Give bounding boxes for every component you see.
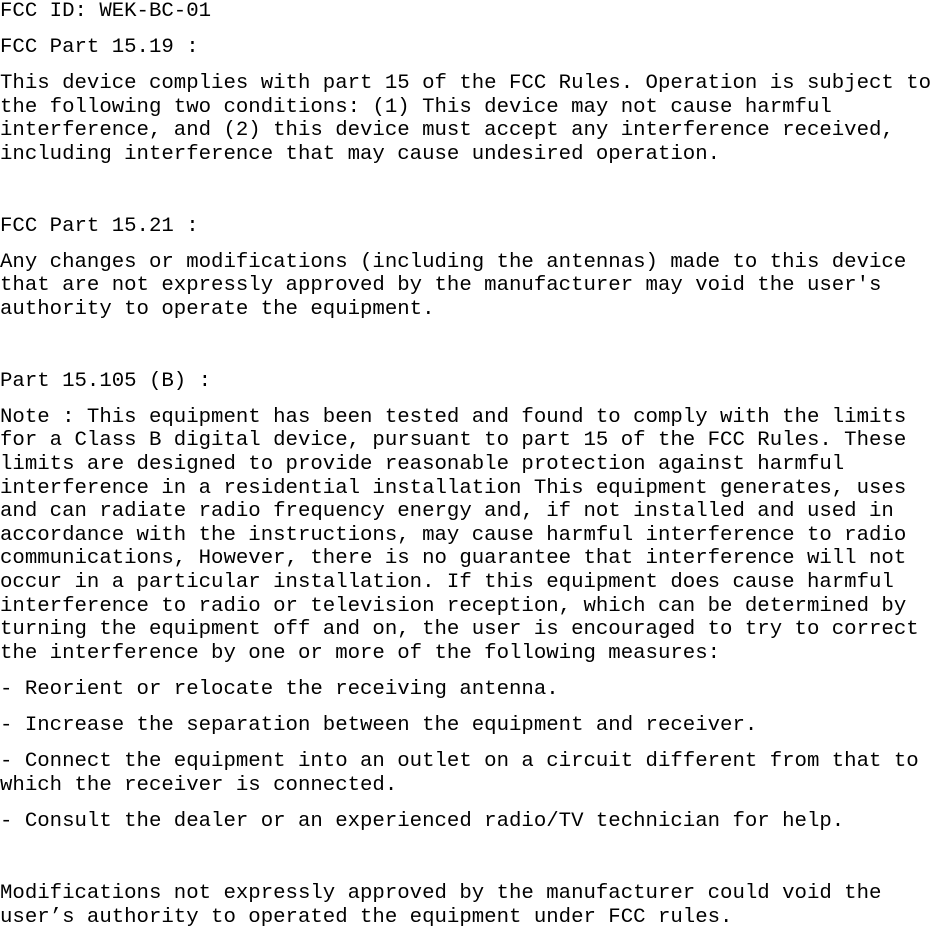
measure-item (0, 678, 936, 702)
paragraph-line: accordance with the instructions, may cause harmful interference to radio (0, 523, 907, 547)
paragraph-line: user’s authority to operated the equipment under FCC rules. (0, 905, 733, 929)
paragraph-line: interference to radio or television reception, which can be determined by (0, 594, 907, 618)
measure-line: - Reorient or relocate the receiving antenna. (0, 678, 559, 701)
measure-item (0, 810, 936, 834)
paragraph-line: limits are designed to provide reasonable protection against harmful (0, 453, 845, 477)
paragraph-line: interference, and (2) this device must accept any interference received, (0, 119, 894, 143)
paragraph-line: authority to operate the equipment. (0, 297, 435, 321)
paragraph-line: Modifications not expressly approved by the manufacturer could void the (0, 882, 882, 906)
measure-line: - Connect the equipment into an outlet on a circuit different from that to (0, 750, 919, 774)
section-15-105 (0, 370, 936, 834)
paragraph-line: that are not expressly approved by the manufacturer may void the user's (0, 274, 882, 298)
measure-line: which the receiver is connected. (0, 773, 398, 797)
paragraph-line: turning the equipment off and on, the user is encouraged to try to correct (0, 618, 919, 642)
paragraph-line: the following two conditions: (1) This device may not cause harmful (0, 95, 832, 119)
fcc-id-line: FCC ID: WEK-BC-01 (0, 0, 212, 23)
paragraph-line: and can radiate radio frequency energy and, if not installed and used in (0, 500, 894, 524)
paragraph-line: including interference that may cause undesired operation. (0, 142, 721, 166)
section-15-21 (0, 215, 936, 322)
section-heading: FCC Part 15.21 : (0, 214, 199, 238)
paragraph-line: Any changes or modifications (including the antennas) made to this device (0, 250, 907, 274)
measure-line: - Increase the separation between the equipment and receiver. (0, 714, 758, 738)
measure-item (0, 714, 936, 738)
closing-note (0, 882, 936, 929)
measure-line: - Consult the dealer or an experienced radio/TV technician for help. (0, 810, 845, 834)
paragraph-line: interference in a residential installation This equipment generates, uses (0, 476, 907, 500)
section-heading: Part 15.105 (B) : (0, 369, 212, 393)
paragraph-line: communications, However, there is no guarantee that interference will not (0, 547, 907, 571)
paragraph-line: for a Class B digital device, pursuant to part 15 of the FCC Rules. These (0, 429, 907, 453)
paragraph-line: the interference by one or more of the following measures: (0, 641, 721, 665)
paragraph-line: occur in a particular installation. If this equipment does cause harmful (0, 571, 894, 595)
section-heading: FCC Part 15.19 : (0, 35, 199, 59)
paragraph-line: Note : This equipment has been tested and found to comply with the limits (0, 405, 907, 429)
section-15-19 (0, 36, 936, 166)
paragraph-line: This device complies with part 15 of the FCC Rules. Operation is subject to (0, 71, 932, 95)
measure-item (0, 750, 936, 797)
